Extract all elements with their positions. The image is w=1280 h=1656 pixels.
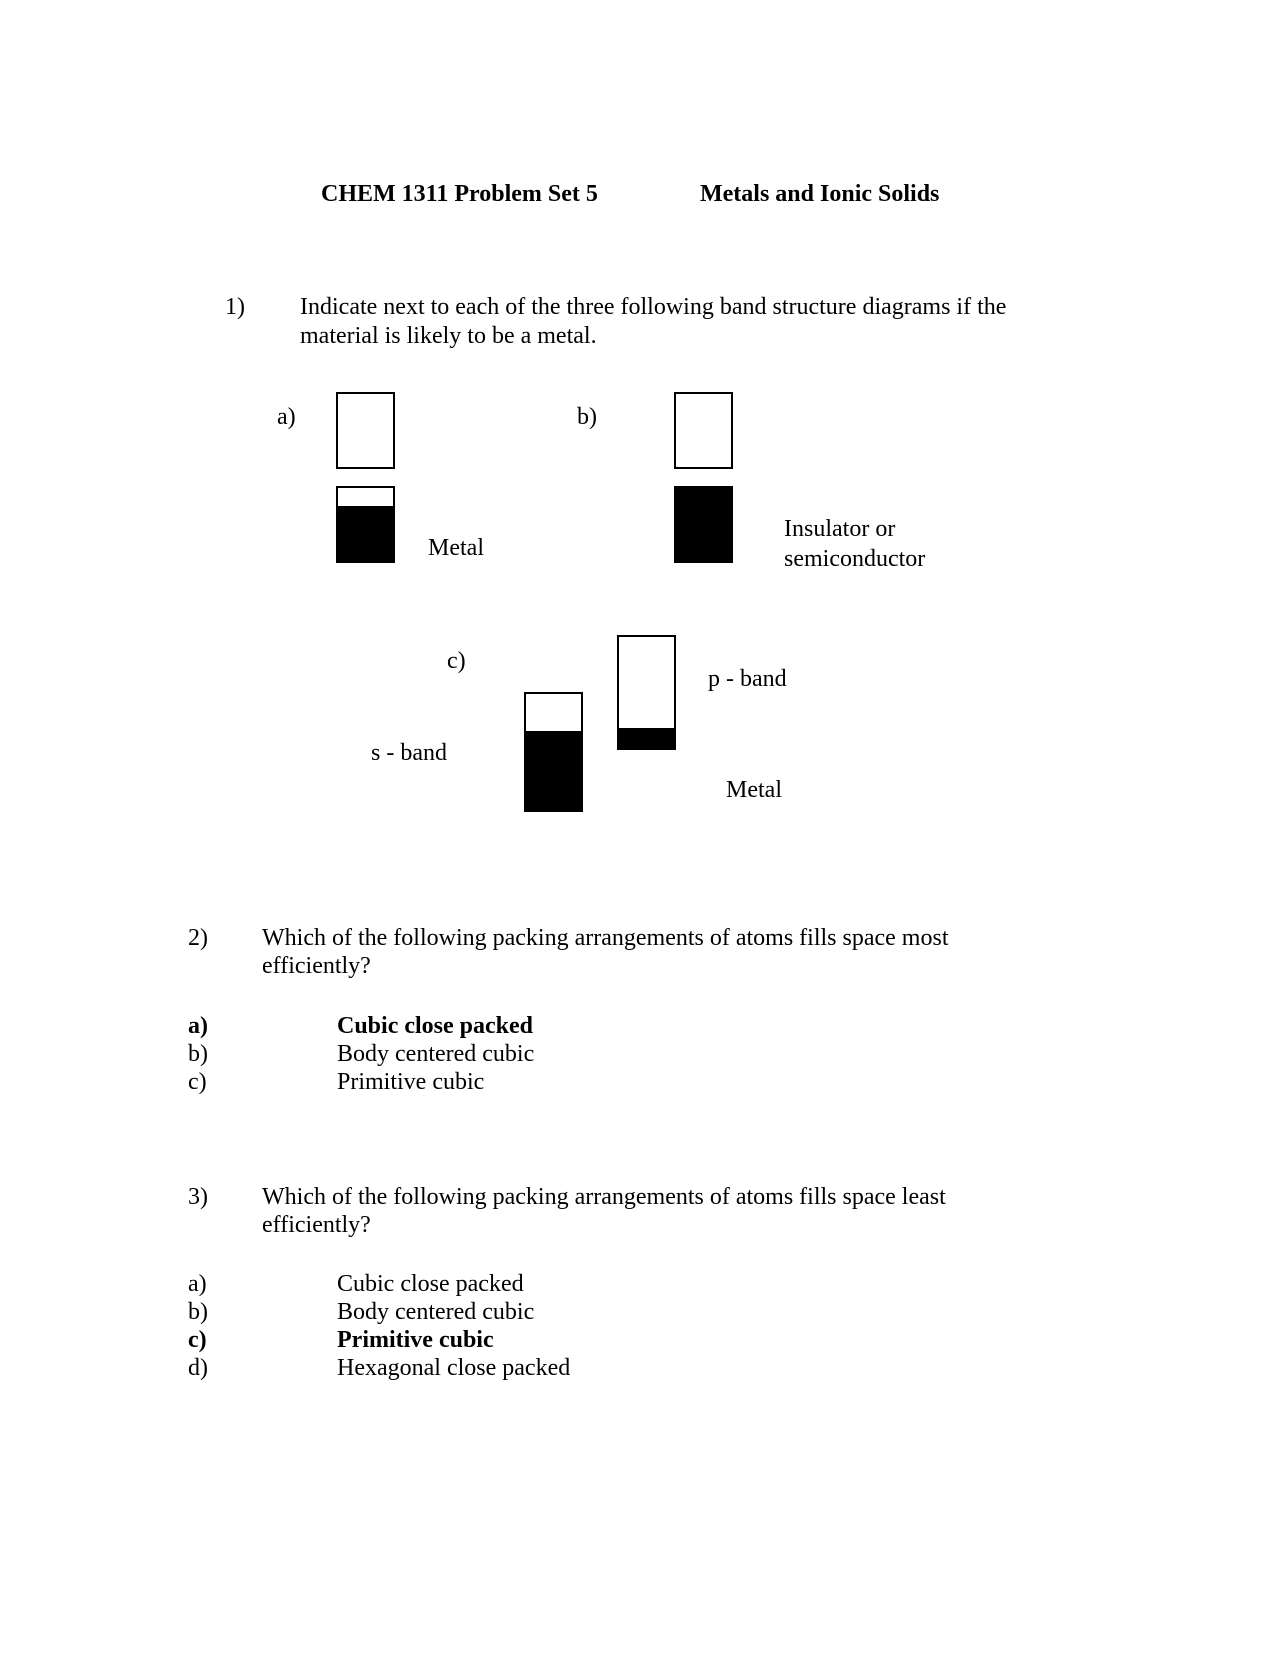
option-text: Body centered cubic bbox=[337, 1041, 535, 1067]
option-letter: a) bbox=[188, 1271, 207, 1297]
question-number: 3) bbox=[188, 1184, 208, 1210]
question-text-line2: efficiently? bbox=[262, 1212, 371, 1238]
option-text: Hexagonal close packed bbox=[337, 1355, 571, 1381]
page-subtitle: Metals and Ionic Solids bbox=[700, 181, 940, 207]
option-text: Cubic close packed bbox=[337, 1013, 534, 1039]
upper-band-box bbox=[336, 392, 395, 469]
diagram-letter: b) bbox=[577, 404, 597, 430]
s-band-label: s - band bbox=[371, 740, 447, 766]
page-title: CHEM 1311 Problem Set 5 bbox=[321, 181, 598, 207]
p-band-label: p - band bbox=[708, 666, 787, 692]
question-text-line1: Which of the following packing arrangements of atoms fills space least bbox=[262, 1184, 946, 1210]
s-band-box bbox=[524, 692, 583, 812]
question-number: 2) bbox=[188, 925, 208, 951]
diagram-letter: c) bbox=[447, 648, 466, 674]
option-letter: b) bbox=[188, 1041, 208, 1067]
question-text-line2: efficiently? bbox=[262, 953, 371, 979]
p-band-box bbox=[617, 635, 676, 750]
band-fill bbox=[338, 506, 393, 561]
band-fill bbox=[676, 488, 731, 561]
question-text-line1: Indicate next to each of the three following band structure diagrams if the bbox=[300, 294, 1007, 320]
lower-band-box bbox=[674, 486, 733, 563]
option-letter: b) bbox=[188, 1299, 208, 1325]
band-fill bbox=[526, 731, 581, 810]
lower-band-box bbox=[336, 486, 395, 563]
option-text: Primitive cubic bbox=[337, 1069, 485, 1095]
option-text: Primitive cubic bbox=[337, 1327, 494, 1353]
question-number: 1) bbox=[225, 294, 245, 320]
diagram-answer: Metal bbox=[726, 777, 782, 803]
option-letter: c) bbox=[188, 1069, 207, 1095]
upper-band-box bbox=[674, 392, 733, 469]
question-text-line2: material is likely to be a metal. bbox=[300, 323, 597, 349]
option-text: Cubic close packed bbox=[337, 1271, 524, 1297]
diagram-answer-line1: Insulator or bbox=[784, 516, 896, 542]
band-fill bbox=[619, 728, 674, 748]
option-letter: c) bbox=[188, 1327, 207, 1353]
option-letter: d) bbox=[188, 1355, 208, 1381]
option-letter: a) bbox=[188, 1013, 208, 1039]
diagram-answer: Metal bbox=[428, 535, 484, 561]
question-text-line1: Which of the following packing arrangements of atoms fills space most bbox=[262, 925, 949, 951]
diagram-letter: a) bbox=[277, 404, 296, 430]
option-text: Body centered cubic bbox=[337, 1299, 535, 1325]
diagram-answer-line2: semiconductor bbox=[784, 546, 926, 572]
